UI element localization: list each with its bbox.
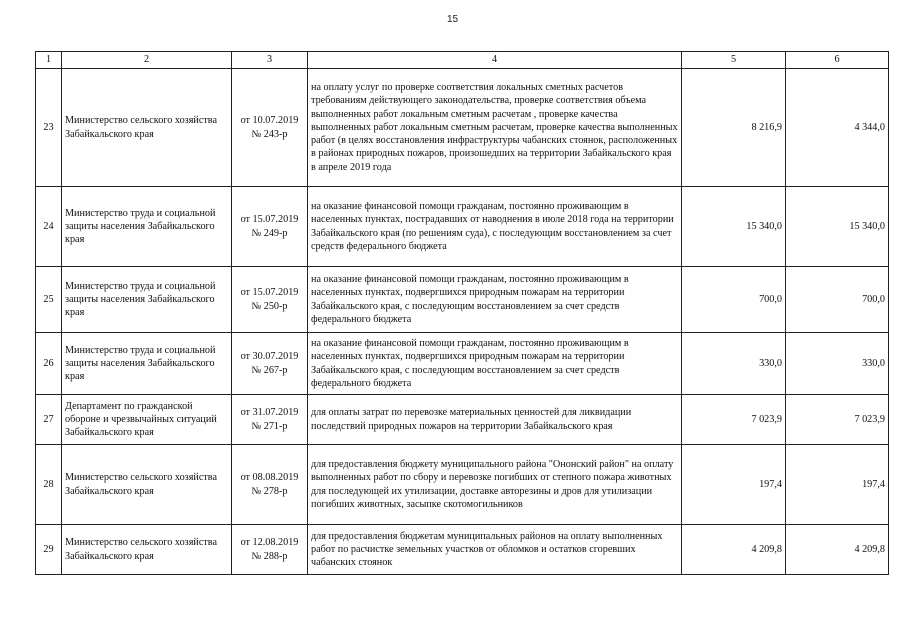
amount-spent: 4 344,0 [786, 69, 889, 187]
col-header-6: 6 [786, 52, 889, 69]
amount-spent: 7 023,9 [786, 395, 889, 445]
order-date: от 31.07.2019 [240, 407, 299, 419]
allocations-table [35, 51, 889, 575]
header-row [36, 52, 889, 69]
col-header-4: 4 [308, 52, 682, 69]
organization: Министерство сельского хозяйства Забайкальского края [62, 445, 232, 525]
row-number: 29 [36, 525, 62, 575]
order-date: от 30.07.2019 [240, 351, 299, 363]
amount-allocated: 700,0 [682, 267, 786, 333]
table-row [36, 525, 889, 575]
order-date: от 15.07.2019 [240, 287, 299, 299]
amount-allocated: 330,0 [682, 333, 786, 395]
table-row [36, 395, 889, 445]
purpose: на оказание финансовой помощи гражданам, постоянно проживающим в населенных пунктах, подвергшихся природным пожарам на территории Забайкальского края, с последующим восстановлением за счет средств федерального бюджета [308, 333, 682, 395]
table-row [36, 267, 889, 333]
order-number: № 271-р [251, 420, 288, 432]
order-date: от 08.08.2019 [240, 472, 299, 484]
order-reference [232, 69, 308, 187]
order-date: от 15.07.2019 [240, 214, 299, 226]
order-reference [232, 267, 308, 333]
organization: Министерство труда и социальной защиты населения Забайкальского края [62, 333, 232, 395]
amount-spent: 197,4 [786, 445, 889, 525]
table-row [36, 187, 889, 267]
row-number: 28 [36, 445, 62, 525]
amount-allocated: 8 216,9 [682, 69, 786, 187]
order-reference [232, 525, 308, 575]
purpose: на оказание финансовой помощи гражданам, постоянно проживающим в населенных пунктах, подвергшихся природным пожарам на территории Забайкальского края, с последующим восстановлением за счет средств федерального бюджета [308, 267, 682, 333]
order-date: от 10.07.2019 [240, 115, 299, 127]
purpose: на оказание финансовой помощи гражданам, постоянно проживающим в населенных пунктах, пострадавших от наводнения в июле 2018 года на территории Забайкальского края (по решениям суда), с последующим восстановлением за счет средств федерального бюджета [308, 187, 682, 267]
col-header-2: 2 [62, 52, 232, 69]
amount-spent: 330,0 [786, 333, 889, 395]
amount-spent: 15 340,0 [786, 187, 889, 267]
organization: Министерство труда и социальной защиты населения Забайкальского края [62, 187, 232, 267]
order-number: № 243-р [251, 128, 288, 140]
table-row [36, 69, 889, 187]
order-number: № 288-р [251, 550, 288, 562]
purpose: для предоставления бюджетам муниципальных районов на оплату выполненных работ по расчистке земельных участков от обломков и остатков сгоревших чабанских стоянок [308, 525, 682, 575]
organization: Министерство сельского хозяйства Забайкальского края [62, 525, 232, 575]
order-number: № 267-р [251, 364, 288, 376]
col-header-3: 3 [232, 52, 308, 69]
order-number: № 278-р [251, 485, 288, 497]
amount-allocated: 15 340,0 [682, 187, 786, 267]
row-number: 23 [36, 69, 62, 187]
row-number: 24 [36, 187, 62, 267]
order-reference [232, 187, 308, 267]
amount-allocated: 197,4 [682, 445, 786, 525]
row-number: 25 [36, 267, 62, 333]
order-reference [232, 445, 308, 525]
organization: Министерство труда и социальной защиты населения Забайкальского края [62, 267, 232, 333]
amount-spent: 700,0 [786, 267, 889, 333]
page-number: 15 [446, 14, 459, 25]
col-header-1: 1 [36, 52, 62, 69]
purpose: для предоставления бюджету муниципального района "Ононский район" на оплату выполненных работ по сбору и перевозке погибших от степного пожара животных для последующей их утилизации, доставке авторезины и дров для утилизации погибших животных, засыпке скотомогильников [308, 445, 682, 525]
order-reference [232, 333, 308, 395]
amount-allocated: 4 209,8 [682, 525, 786, 575]
order-reference [232, 395, 308, 445]
amount-allocated: 7 023,9 [682, 395, 786, 445]
order-date: от 12.08.2019 [240, 537, 299, 549]
col-header-5: 5 [682, 52, 786, 69]
purpose: на оплату услуг по проверке соответствия локальных сметных расчетов требованиям действующего законодательства, проверке соответствия объема выполненных работ локальным сметным расчетам , проверке качества выполненных работ локальным сметным расчетам, проверке качества выполненных работ (в целях восстановления инфраструктуры чабанских стоянок, расположенных в районах природных пожаров, произошедших на территории Забайкальского края в апреле 2019 года [308, 69, 682, 187]
order-number: № 250-р [251, 300, 288, 312]
row-number: 27 [36, 395, 62, 445]
amount-spent: 4 209,8 [786, 525, 889, 575]
row-number: 26 [36, 333, 62, 395]
table-row [36, 333, 889, 395]
organization: Департамент по гражданской обороне и чрезвычайных ситуаций Забайкальского края [62, 395, 232, 445]
table-row [36, 445, 889, 525]
organization: Министерство сельского хозяйства Забайкальского края [62, 69, 232, 187]
order-number: № 249-р [251, 227, 288, 239]
purpose: для оплаты затрат по перевозке материальных ценностей для ликвидации последствий природных пожаров на территории Забайкальского края [308, 395, 682, 445]
